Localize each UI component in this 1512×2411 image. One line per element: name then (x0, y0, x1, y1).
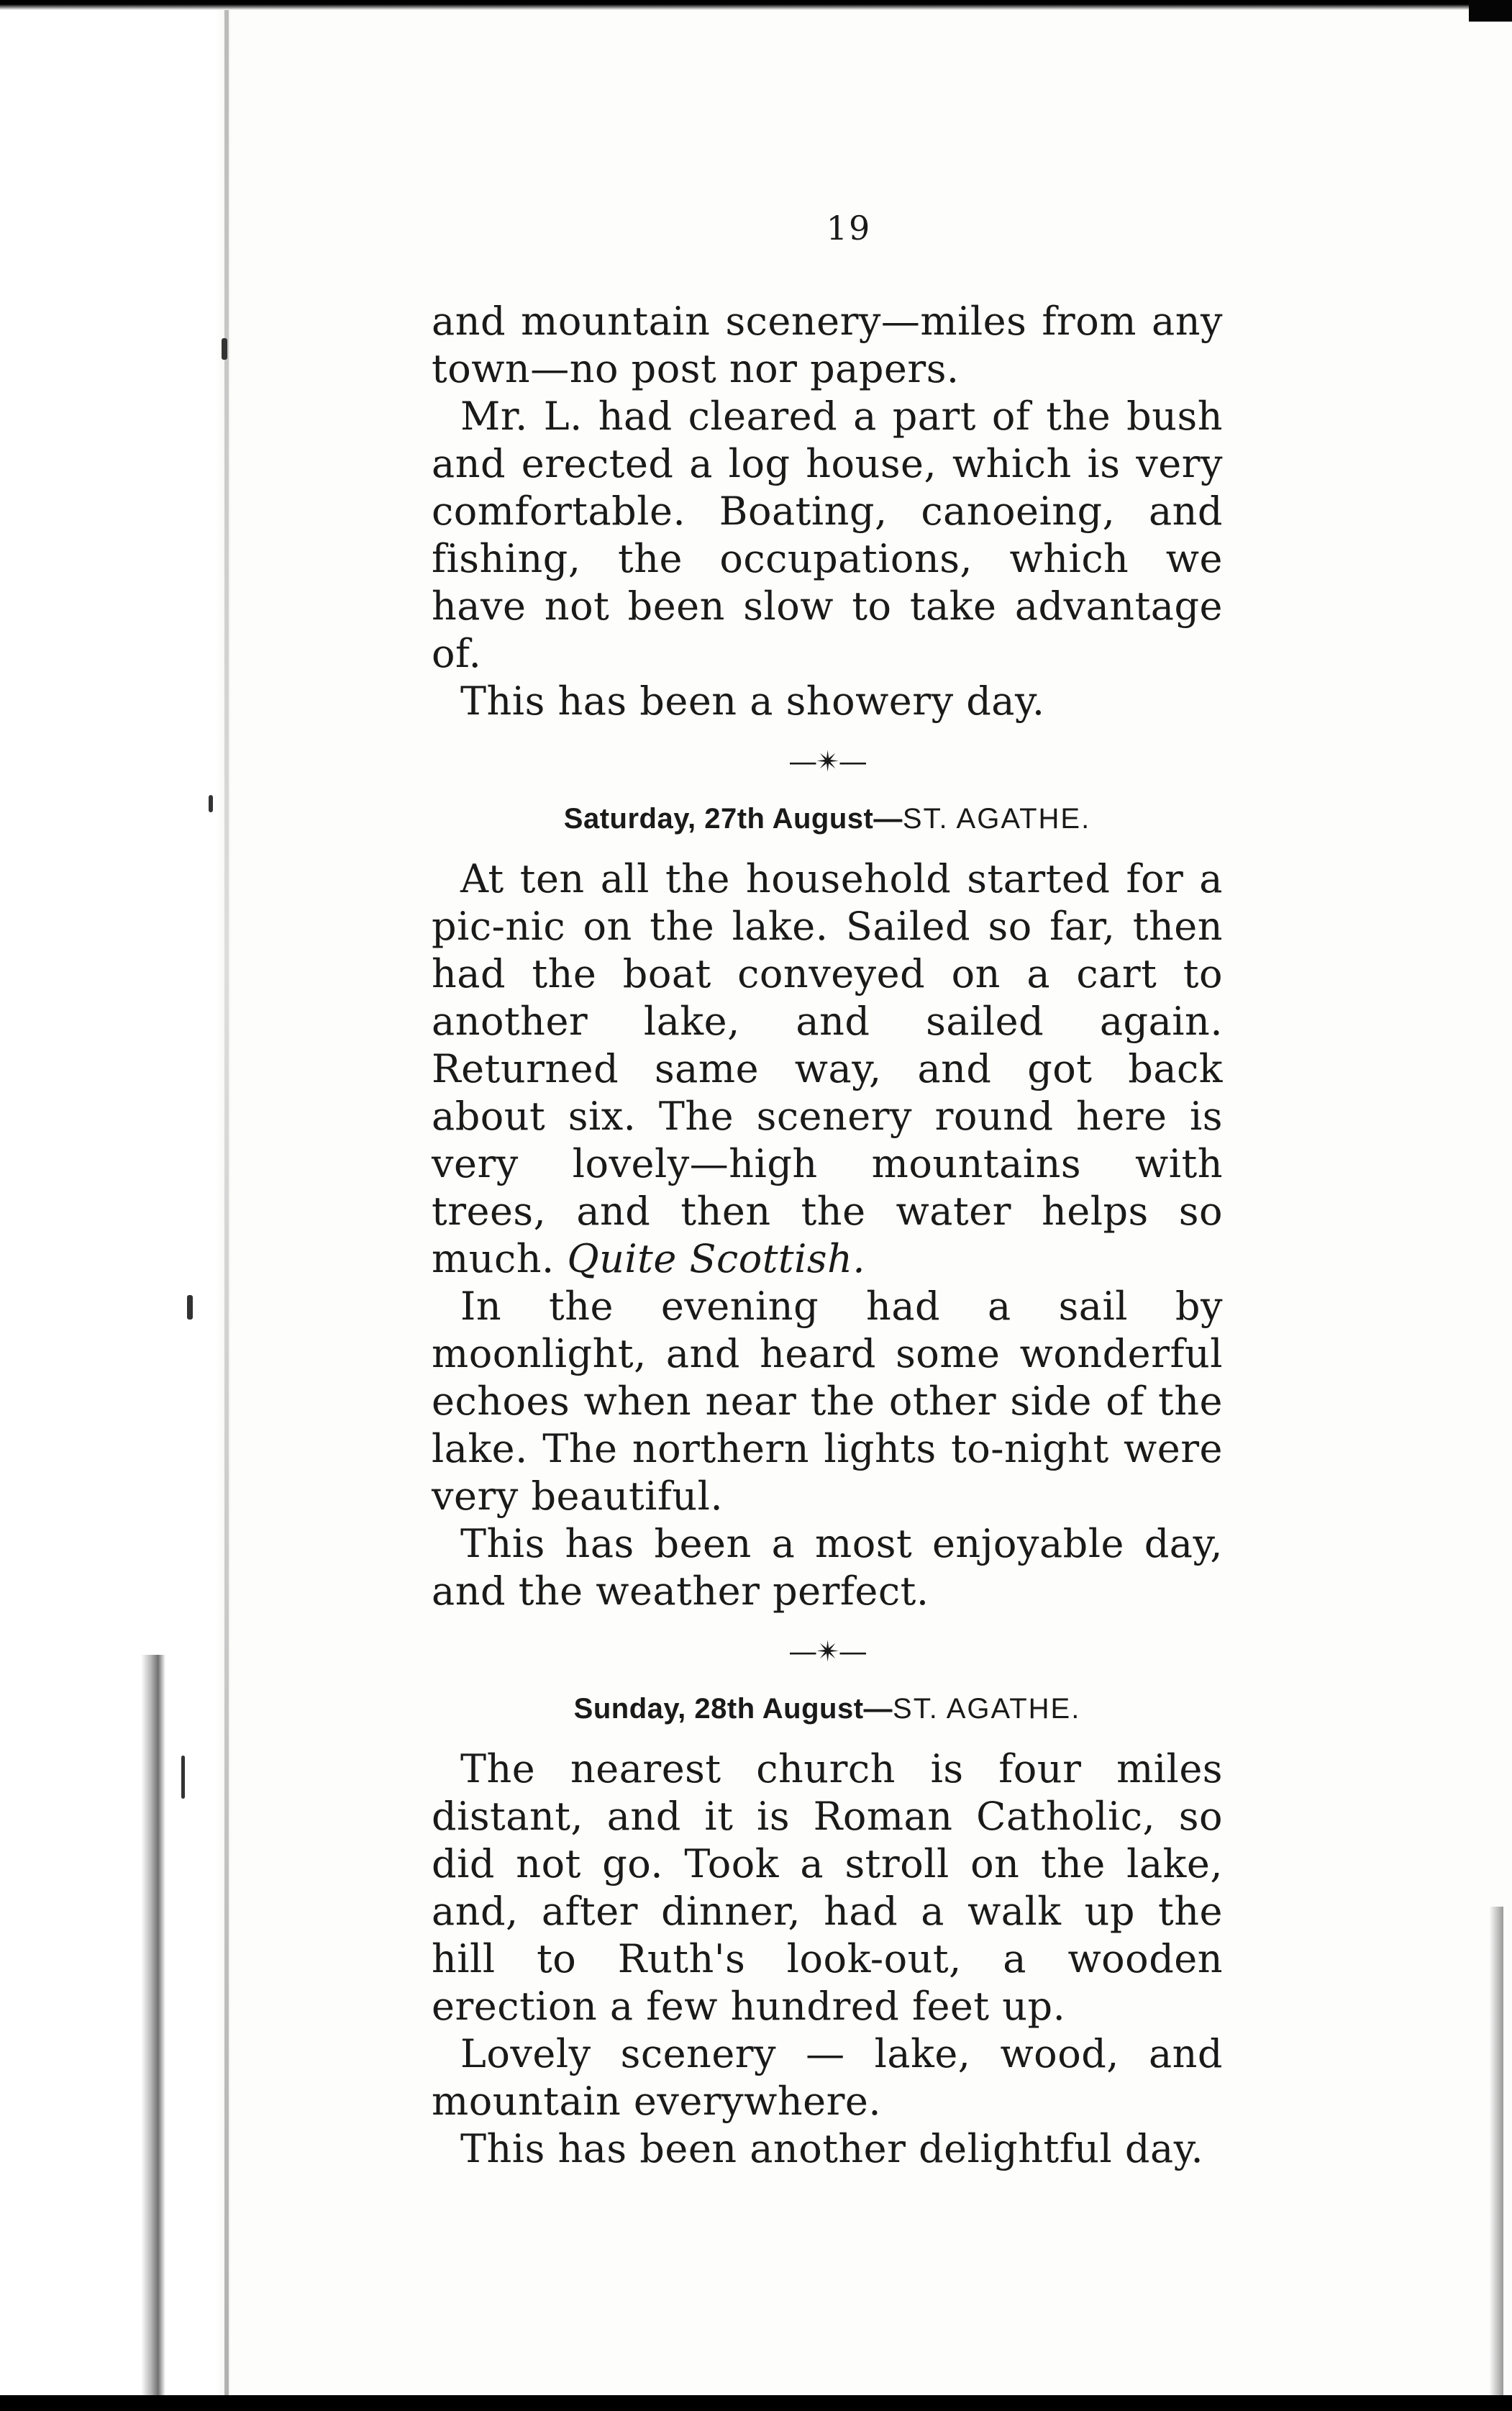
scan-top-border (0, 0, 1512, 10)
scan-speck (222, 338, 227, 360)
scan-bottom-border (0, 2395, 1512, 2411)
entry-heading-sunday (432, 1693, 1223, 1725)
section-ornament: —✴— (788, 1635, 866, 1668)
paragraph: This has been a showery day. (460, 678, 1045, 724)
entry-date: Sunday, 28th August— (573, 1693, 893, 1725)
right-edge-shadow (1489, 1907, 1503, 2410)
paragraph: The nearest church is four miles distant, and it is Roman Catholic, so did not go. Took a stroll on the lake, and, after dinner, had a walk up the hill to Ruth's look-out, a wooden erection a few hundred feet up. (432, 1746, 1223, 2029)
paragraph: This has been a most enjoyable day, and the weather perfect. (432, 1521, 1223, 1614)
entry-place: ST. AGATHE. (893, 1693, 1081, 1725)
page-content (432, 209, 1223, 2173)
paragraph-text: At ten all the household started for a pic-nic on the lake. Sailed so far, then had the boat conveyed on a cart to another lake, and sailed again. Returned same way, and got back about six. The scenery round here is very lovely—high mountains with trees, and then the water helps so much. (432, 856, 1223, 1281)
italic-remark: Quite Scottish. (567, 1236, 866, 1281)
paragraph: Mr. L. had cleared a part of the bush and erected a log house, which is very comfortable. Boating, canoeing, and fishing, the occupations, which we have not been slow to take advantage of. (432, 394, 1223, 676)
page-edge-line (224, 0, 229, 2411)
paragraph: This has been another delightful day. (460, 2126, 1204, 2171)
entry-date: Saturday, 27th August— (563, 803, 903, 835)
scan-corner (1469, 0, 1512, 22)
binding-shadow (141, 1655, 165, 2410)
entry-heading-saturday (432, 803, 1223, 835)
scan-speck (209, 795, 213, 812)
paragraph: In the evening had a sail by moonlight, and heard some wonderful echoes when near the other side of the lake. The northern lights to-night were very beautiful. (432, 1284, 1223, 1519)
scan-speck (181, 1756, 185, 1799)
page-gutter (0, 0, 230, 2411)
section-ornament: —✴— (788, 745, 866, 778)
paragraph: Lovely scenery — lake, wood, and mountain everywhere. (432, 2031, 1223, 2124)
page-number: 19 (826, 209, 872, 248)
paragraph: and mountain scenery—miles from any town—no post nor papers. (432, 299, 1223, 391)
entry-place: ST. AGATHE. (902, 803, 1091, 835)
scan-speck (187, 1295, 193, 1320)
paragraph (432, 855, 1223, 1283)
